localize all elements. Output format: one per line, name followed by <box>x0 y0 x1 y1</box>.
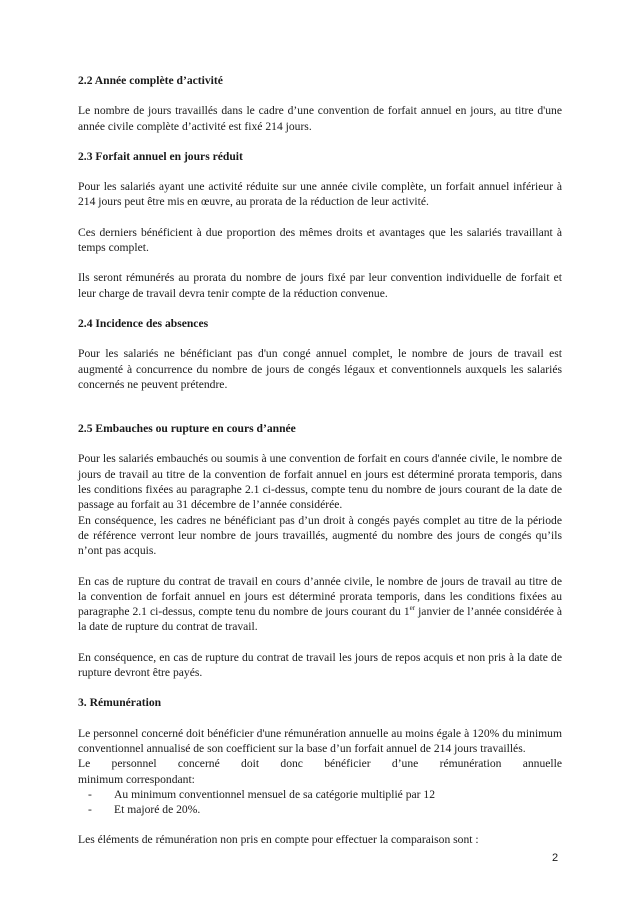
section-heading-2-4: 2.4 Incidence des absences <box>78 316 209 330</box>
list-item-text: Au minimum conventionnel mensuel de sa catégorie multiplié par 12 <box>114 787 436 801</box>
paragraph-2-3-2: Ces derniers bénéficient à due proportion des mêmes droits et avantages que les salariés travaillant à temps complet. <box>78 225 562 255</box>
document-body <box>78 73 562 848</box>
section-heading-2-2: 2.2 Année complète d’activité <box>78 74 223 87</box>
paragraph-3-3: Les éléments de rémunération non pris en compte pour effectuer la comparaison sont : <box>78 833 479 847</box>
list-dash: - <box>88 803 92 817</box>
section-heading-2-3: 2.3 Forfait annuel en jours réduit <box>78 149 243 163</box>
paragraph-2-3-1: Pour les salariés ayant une activité réduite sur une année civile complète, un forfait annuel inférieur à 214 jours peut être mis en œuvre, au prorata de la réduction de leur activité. <box>78 180 562 209</box>
paragraph-2-5-3 <box>78 574 562 635</box>
paragraph-3-2-line-2: minimum correspondant: <box>78 772 195 786</box>
ordinal-superscript: er <box>409 604 416 613</box>
paragraph-2-5-2: En conséquence, les cadres ne bénéficiant pas d’un droit à congés payés complet au titre de la période de référence verront leur nombre de jours travaillés, augmenté du nombre des jours de congés qu’ils n’ont pas acquis. <box>78 513 562 558</box>
remuneration-list <box>78 787 562 818</box>
list-item <box>88 787 562 802</box>
paragraph-2-5-4: En conséquence, en cas de rupture du contrat de travail les jours de repos acquis et non pris à la date de rupture devront être payés. <box>78 650 562 680</box>
section-heading-2-5: 2.5 Embauches ou rupture en cours d’année <box>78 422 296 436</box>
list-dash: - <box>88 787 92 801</box>
paragraph-2-5-3-text-a: En cas de rupture du contrat de travail en cours d’année civile, le nombre de jours de travail au titre de la convention de forfait annuel en jours est déterminé prorata temporis, dans les conditions fixées au paragraphe 2.1 ci-dessus, compte tenu du nombre de jours courant du 1 <box>78 574 562 619</box>
list-item-text: Et majoré de 20%. <box>114 803 201 817</box>
paragraph-2-5-1: Pour les salariés embauchés ou soumis à une convention de forfait en cours d'année civile, le nombre de jours de travail au titre de la convention de forfait annuel en jours est déterminé prorata temporis, dans les conditions fixées au paragraphe 2.1 ci-dessus, compte tenu du nombre de jours courant de la date de passage au forfait au 31 décembre de l’année considérée. <box>78 452 562 512</box>
paragraph-2-5-3-text-b: janvier de l’année considérée à la date de rupture du contrat de travail. <box>78 605 562 634</box>
paragraph-2-3-3: Ils seront rémunérés au prorata du nombre de jours fixé par leur convention individuelle de forfait et leur charge de travail devra tenir compte de la réduction convenue. <box>78 271 562 300</box>
paragraph-3-2-line-1: Le personnel concerné doit donc bénéficier d’une rémunération annuelle <box>78 757 562 771</box>
section-heading-3: 3. Rémunération <box>78 696 162 710</box>
page-number: 2 <box>552 852 559 864</box>
list-item <box>88 802 562 817</box>
paragraph-3-1: Le personnel concerné doit bénéficier d'une rémunération annuelle au moins égale à 120% du minimum conventionnel annualisé de son coefficient sur la base d’un forfait annuel de 214 jours travaillés. <box>78 726 562 755</box>
paragraph-2-2-1: Le nombre de jours travaillés dans le cadre d’une convention de forfait annuel en jours, au titre d'une année civile complète d’activité est fixé 214 jours. <box>78 104 562 133</box>
paragraph-2-4-1: Pour les salariés ne bénéficiant pas d'un congé annuel complet, le nombre de jours de travail est augmenté à concurrence du nombre de jours de congés légaux et conventionnels auxquels les salariés concernés ne peuvent prétendre. <box>78 347 562 391</box>
